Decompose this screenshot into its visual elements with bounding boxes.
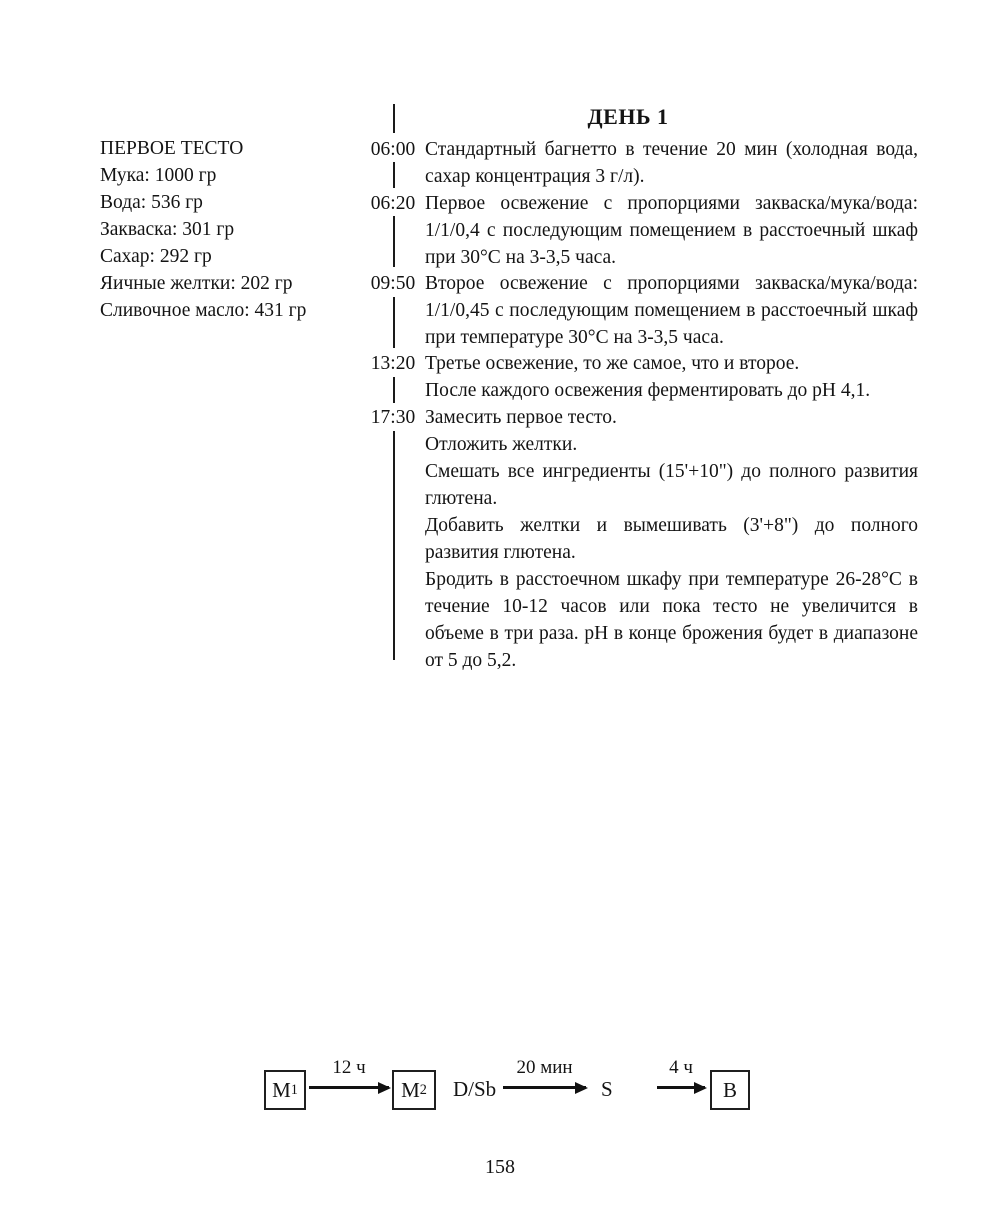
event-text — [425, 350, 918, 404]
event-paragraph: Третье освежение, то же самое, что и второе. — [425, 353, 800, 374]
diagram-node-b — [710, 1070, 750, 1110]
right-arrow-icon — [309, 1086, 389, 1089]
diagram-node-s: S — [601, 1077, 613, 1101]
arrow-label: 20 мин — [516, 1057, 573, 1078]
ingredients-title: ПЕРВОЕ ТЕСТО — [100, 138, 244, 159]
event-paragraph: Отложить желтки. — [425, 434, 578, 455]
ingredient-item: Вода: 536 гр — [100, 192, 203, 213]
node-label: B — [722, 1077, 737, 1102]
event-time: 09:50 — [370, 273, 416, 294]
timeline-line-segment — [393, 104, 395, 133]
event-text — [425, 190, 918, 271]
event-paragraph: Стандартный багнетто в течение 20 мин (холодная вода, сахар концентрация 3 г/л). — [425, 139, 918, 187]
ingredient-item: Сливочное масло: 431 гр — [100, 300, 307, 321]
event-text — [425, 136, 918, 190]
timeline-line-segment — [393, 297, 395, 348]
right-arrow-icon — [657, 1086, 705, 1089]
event-time: 06:00 — [370, 139, 416, 160]
timeline-line-segment — [393, 431, 395, 660]
day-title: ДЕНЬ 1 — [587, 104, 669, 129]
event-paragraph: Первое освежение с пропорциями закваска/мука/вода: 1/1/0,4 с последующим помещением в расстоечный шкаф при 30°С на 3-3,5 часа. — [425, 193, 918, 268]
timeline-line-segment — [393, 377, 395, 403]
diagram-arrow-20min — [503, 1057, 586, 1089]
page-number: 158 — [485, 1156, 515, 1178]
event-text — [425, 270, 918, 351]
event-paragraph: Бродить в расстоечном шкафу при температуре 26-28°С в течение 10-12 часов или пока тесто не увеличится в объеме в три раза. pH в конце брожения будет в диапазоне от 5 до 5,2. — [425, 569, 918, 671]
diagram-node-dsb: D/Sb — [453, 1077, 497, 1101]
event-time: 06:20 — [370, 193, 416, 214]
event-text — [425, 404, 918, 674]
ingredient-item: Закваска: 301 гр — [100, 219, 235, 240]
ingredient-item: Яичные желтки: 202 гр — [100, 273, 293, 294]
event-paragraph: После каждого освежения ферментировать до pH 4,1. — [425, 380, 871, 401]
ingredient-item: Сахар: 292 гр — [100, 246, 212, 267]
timeline-line-segment — [393, 162, 395, 188]
arrow-label: 4 ч — [669, 1057, 693, 1078]
event-paragraph: Второе освежение с пропорциями закваска/мука/вода: 1/1/0,45 с последующим помещением в расстоечный шкаф при температуре 30°С на 3-3,5 часа. — [425, 273, 918, 348]
arrow-label: 12 ч — [332, 1057, 366, 1078]
event-paragraph: Замесить первое тесто. — [425, 407, 617, 428]
diagram-node-m2: M 2 — [392, 1070, 436, 1110]
node-label: M — [272, 1077, 291, 1102]
node-label: M — [401, 1077, 420, 1102]
event-paragraph: Добавить желтки и вымешивать (3'+8") до полного развития глютена. — [425, 515, 918, 563]
event-paragraph: Смешать все ингредиенты (15'+10") до полного развития глютена. — [425, 461, 918, 509]
ingredients-panel — [100, 135, 390, 324]
timeline-line-segment — [393, 216, 395, 267]
event-time: 17:30 — [370, 407, 416, 428]
diagram-arrow-4h — [657, 1057, 705, 1089]
diagram-arrow-12h — [309, 1057, 389, 1089]
ingredient-item: Мука: 1000 гр — [100, 165, 217, 186]
diagram-node-m1: M 1 — [264, 1070, 306, 1110]
right-arrow-icon — [503, 1086, 586, 1089]
event-time: 13:20 — [370, 353, 416, 374]
